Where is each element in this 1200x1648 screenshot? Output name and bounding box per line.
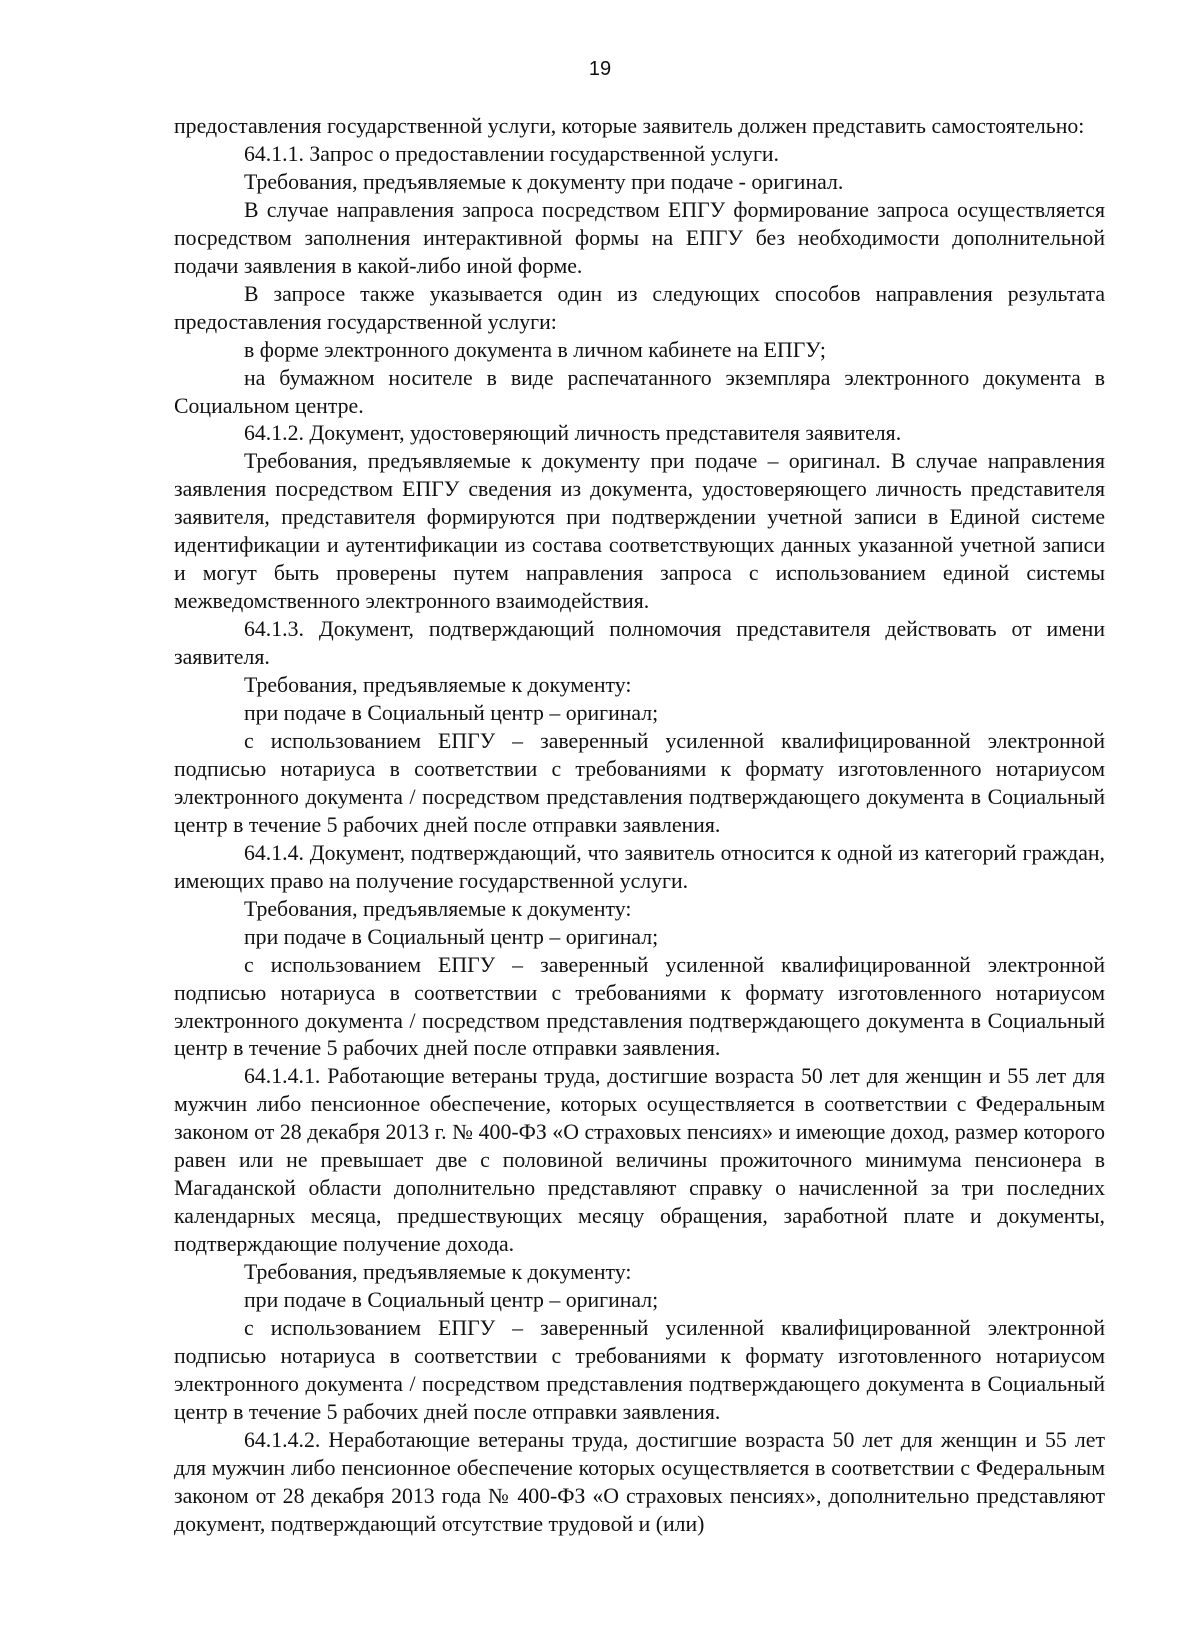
paragraph: Требования, предъявляемые к документу при подаче – оригинал. В случае направления заявления посредством ЕПГУ сведения из документа, удостоверяющего личность представителя заявителя, представителя формируются при подтверждении учетной записи в Единой системе идентификации и аутентификации из состава соответствующих данных указанной учетной записи и могут быть проверены путем направления запроса с использованием единой системы межведомственного электронного взаимодействия.: [174, 449, 1105, 614]
paragraph: 64.1.2. Документ, удостоверяющий личность представителя заявителя.: [244, 421, 902, 446]
page-number: 19: [588, 58, 612, 80]
paragraph: Требования, предъявляемые к документу при подаче - оригинал.: [244, 169, 844, 194]
paragraph: 64.1.1. Запрос о предоставлении государственной услуги.: [244, 141, 779, 166]
paragraph: с использованием ЕПГУ – заверенный усиленной квалифицированной электронной подписью нотариуса в соответствии с требованиями к формату изготовленного нотариусом электронного документа / посредством представления подтверждающего документа в Социальный центр в течение 5 рабочих дней после отправки заявления.: [174, 1315, 1105, 1424]
paragraph: с использованием ЕПГУ – заверенный усиленной квалифицированной электронной подписью нотариуса в соответствии с требованиями к формату изготовленного нотариусом электронного документа / посредством представления подтверждающего документа в Социальный центр в течение 5 рабочих дней после отправки заявления.: [174, 952, 1105, 1061]
paragraph: при подаче в Социальный центр – оригинал;: [244, 1288, 659, 1313]
paragraph: В запросе также указывается один из следующих способов направления результата предоставления государственной услуги:: [174, 281, 1105, 334]
paragraph: с использованием ЕПГУ – заверенный усиленной квалифицированной электронной подписью нотариуса в соответствии с требованиями к формату изготовленного нотариусом электронного документа / посредством представления подтверждающего документа в Социальный центр в течение 5 рабочих дней после отправки заявления.: [174, 728, 1105, 837]
paragraph: 64.1.4. Документ, подтверждающий, что заявитель относится к одной из категорий граждан, имеющих право на получение государственной услуги.: [174, 840, 1105, 893]
paragraph: 64.1.4.1. Работающие ветераны труда, достигшие возраста 50 лет для женщин и 55 лет для мужчин либо пенсионное обеспечение, которых осуществляется в соответствии с Федеральным законом от 28 декабря 2013 г. № 400-ФЗ «О страховых пенсиях» и имеющие доход, размер которого равен или не превышает две с половиной величины прожиточного минимума пенсионера в Магаданской области дополнительно представляют справку о начисленной за три последних календарных месяца, предшествующих месяцу обращения, заработной плате и документы, подтверждающие получение дохода.: [174, 1064, 1105, 1257]
paragraph: 64.1.3. Документ, подтверждающий полномочия представителя действовать от имени заявителя.: [174, 617, 1105, 670]
document-body: [174, 113, 1105, 1539]
paragraph: при подаче в Социальный центр – оригинал;: [244, 701, 659, 726]
paragraph: при подаче в Социальный центр – оригинал;: [244, 924, 659, 949]
paragraph: Требования, предъявляемые к документу:: [244, 896, 632, 921]
paragraph: Требования, предъявляемые к документу:: [244, 1260, 632, 1285]
paragraph: В случае направления запроса посредством ЕПГУ формирование запроса осуществляется посредством заполнения интерактивной формы на ЕПГУ без необходимости дополнительной подачи заявления в какой-либо иной форме.: [174, 197, 1105, 278]
paragraph: в форме электронного документа в личном кабинете на ЕПГУ;: [244, 337, 826, 362]
paragraph: на бумажном носителе в виде распечатанного экземпляра электронного документа в Социальном центре.: [174, 365, 1105, 418]
paragraph: предоставления государственной услуги, которые заявитель должен представить самостоятельно:: [174, 114, 1085, 138]
paragraph: 64.1.4.2. Неработающие ветераны труда, достигшие возраста 50 лет для женщин и 55 лет для мужчин либо пенсионное обеспечение которых осуществляется в соответствии с Федеральным законом от 28 декабря 2013 года № 400-ФЗ «О страховых пенсиях», дополнительно представляют документ, подтверждающий отсутствие трудовой и (или): [174, 1427, 1105, 1536]
paragraph: Требования, предъявляемые к документу:: [244, 673, 632, 698]
